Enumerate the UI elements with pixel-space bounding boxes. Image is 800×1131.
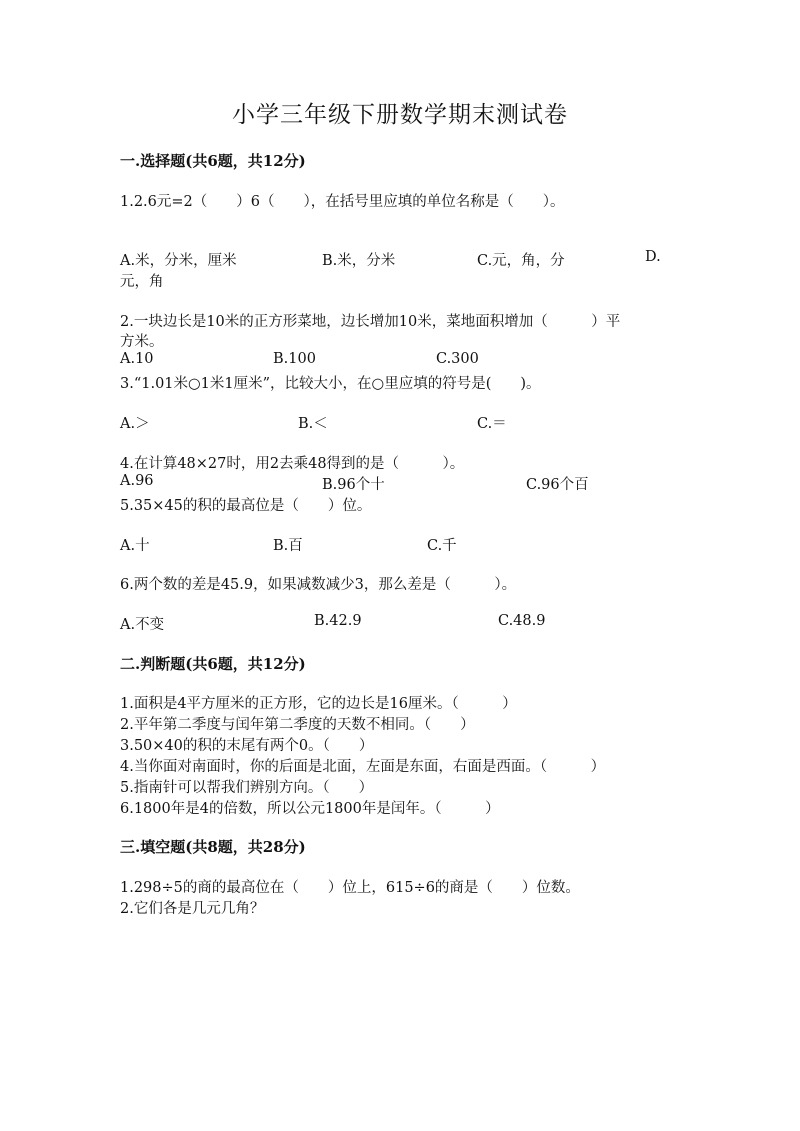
question-4-option-b: B.96个十	[322, 477, 385, 493]
question-5-option-b: B.百	[273, 538, 303, 554]
tf-item-6: 6.1800年是4的倍数，所以公元1800年是闰年。（ ）	[120, 801, 500, 817]
tf-item-3: 3.50×40的积的末尾有两个0。（ ）	[120, 738, 374, 754]
question-2-stem-cont: 方米。	[120, 334, 164, 350]
question-2-option-b: B.100	[273, 351, 316, 367]
question-3-option-c: C.＝	[477, 416, 507, 432]
section-heading-true-false: 二.判断题(共6题，共12分)	[120, 655, 306, 673]
question-2-option-c: C.300	[436, 351, 479, 367]
tf-item-2: 2.平年第二季度与闰年第二季度的天数不相同。（ ）	[120, 717, 475, 733]
page-title: 小学三年级下册数学期末测试卷	[232, 102, 568, 128]
question-5-option-c: C.千	[427, 538, 457, 554]
fill-item-2: 2.它们各是几元几角？	[120, 901, 265, 917]
fill-item-1: 1.298÷5的商的最高位在（ ）位上，615÷6的商是（ ）位数。	[120, 880, 580, 896]
question-4-stem: 4.在计算48×27时，用2去乘48得到的是（ ）。	[120, 456, 465, 472]
question-5-stem: 5.35×45的积的最高位是（ ）位。	[120, 498, 372, 514]
question-5-option-a: A.十	[120, 538, 150, 554]
question-6-option-b: B.42.9	[314, 613, 362, 629]
question-2-option-a: A.10	[120, 351, 154, 367]
tf-item-1: 1.面积是4平方厘米的正方形，它的边长是16厘米。（ ）	[120, 696, 517, 712]
question-3-stem: 3.“1.01米○1米1厘米”，比较大小，在○里应填的符号是( )。	[120, 376, 541, 392]
question-1-stem: 1.2.6元=2（ ）6（ ），在括号里应填的单位名称是（ ）。	[120, 194, 565, 210]
question-3-option-a: A.＞	[120, 416, 150, 432]
question-1-option-d: D.	[645, 249, 661, 265]
question-4-option-c: C.96个百	[526, 477, 589, 493]
section-heading-fill-in: 三.填空题(共8题，共28分)	[120, 838, 306, 856]
question-6-option-a: A.不变	[120, 617, 165, 633]
question-1-option-b: B.米，分米	[322, 253, 396, 269]
tf-item-5: 5.指南针可以帮我们辨别方向。（ ）	[120, 780, 374, 796]
question-2-stem: 2.一块边长是10米的正方形菜地，边长增加10米，菜地面积增加（ ）平	[120, 314, 621, 330]
question-1-option-a: A.米，分米，厘米	[120, 253, 237, 269]
section-heading-choice: 一.选择题(共6题，共12分)	[120, 152, 306, 170]
question-4-option-a: A.96	[120, 473, 154, 489]
question-3-option-b: B.＜	[298, 416, 328, 432]
question-1-option-d-cont: 元，角	[120, 274, 164, 290]
tf-item-4: 4.当你面对南面时，你的后面是北面，左面是东面，右面是西面。（ ）	[120, 759, 606, 775]
question-6-stem: 6.两个数的差是45.9，如果减数减少3，那么差是（ ）。	[120, 577, 517, 593]
question-6-option-c: C.48.9	[498, 613, 546, 629]
question-1-option-c: C.元，角，分	[477, 253, 565, 269]
